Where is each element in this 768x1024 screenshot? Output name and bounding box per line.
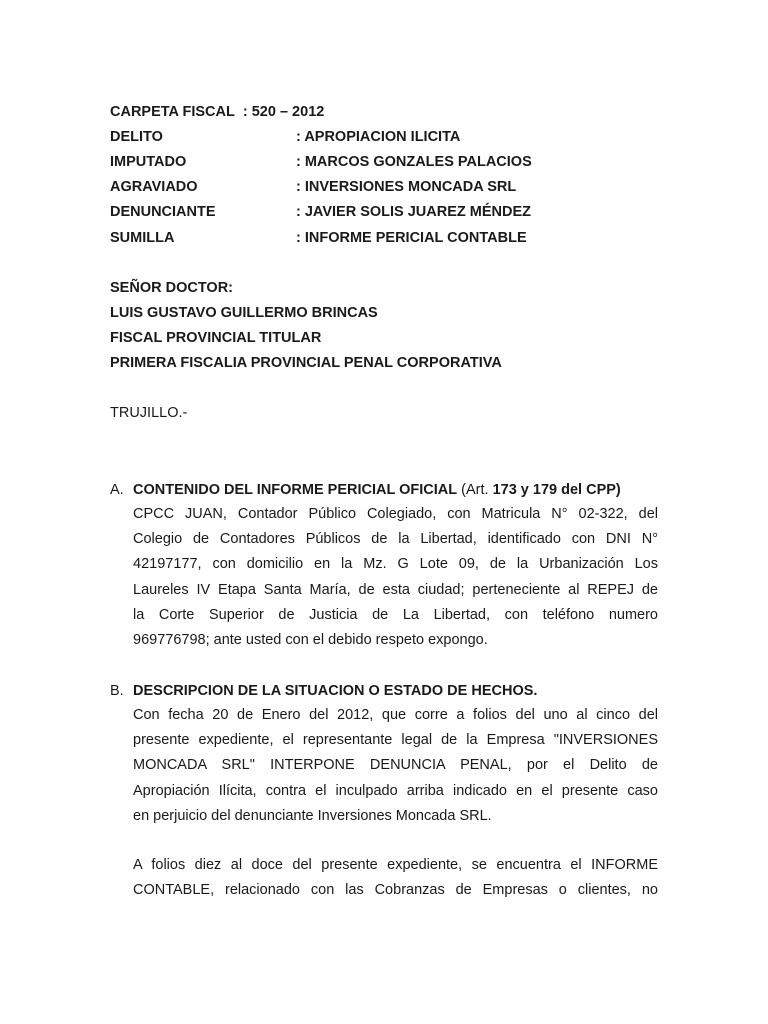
- addressee-name: LUIS GUSTAVO GUILLERMO BRINCAS: [110, 305, 378, 321]
- paragraph-line: 42197177, con domicilio en la Mz. G Lote 09, de la Urbanización Los: [133, 556, 658, 573]
- header-row-sumilla: [110, 229, 527, 247]
- section-b-paragraph-2: [133, 853, 658, 903]
- paragraph-line: Colegio de Contadores Públicos de la Libertad, identificado con DNI N°: [133, 531, 658, 548]
- paragraph-line: en perjuicio del denunciante Inversiones Moncada SRL.: [133, 807, 492, 824]
- paragraph-line: CONTABLE, relacionado con las Cobranzas de Empresas o clientes, no: [133, 882, 658, 899]
- section-letter: A.: [110, 482, 124, 498]
- header-value: : MARCOS GONZALES PALACIOS: [296, 154, 532, 170]
- section-a-paragraph: [133, 502, 658, 653]
- section-b-heading: [110, 682, 537, 700]
- header-label: DENUNCIANTE: [110, 204, 216, 220]
- paragraph-line: Laureles IV Etapa Santa María, de esta ciudad; perteneciente al REPEJ de: [133, 581, 658, 598]
- addressee-title: FISCAL PROVINCIAL TITULAR: [110, 330, 322, 346]
- header-value: : INVERSIONES MONCADA SRL: [296, 179, 517, 195]
- section-letter: B.: [110, 683, 124, 699]
- paragraph-line: 969776798; ante usted con el debido respeto expongo.: [133, 631, 488, 648]
- header-value: : APROPIACION ILICITA: [296, 129, 461, 145]
- header-label: IMPUTADO: [110, 154, 187, 170]
- paragraph-line: Apropiación Ilícita, contra el inculpado arriba indicado en el presente caso: [133, 782, 658, 799]
- header-label: AGRAVIADO: [110, 179, 198, 195]
- section-title: DESCRIPCION DE LA SITUACION O ESTADO DE HECHOS.: [133, 683, 538, 699]
- header-row-agraviado: [110, 178, 516, 196]
- section-a-heading: [110, 481, 621, 499]
- header-value: : INFORME PERICIAL CONTABLE: [296, 230, 527, 246]
- article-ref: 173 y 179 del CPP): [492, 482, 621, 498]
- header-row-delito: [110, 128, 460, 146]
- addressee-office: PRIMERA FISCALIA PROVINCIAL PENAL CORPORATIVA: [110, 355, 502, 371]
- paragraph-line: Con fecha 20 de Enero del 2012, que corre a folios del uno al cinco del: [133, 707, 658, 723]
- city-line: TRUJILLO.-: [110, 405, 188, 421]
- addressee-salutation: SEÑOR DOCTOR:: [110, 280, 233, 296]
- header-row-denunciante: [110, 203, 531, 221]
- paragraph-line: MONCADA SRL" INTERPONE DENUNCIA PENAL, por el Delito de: [133, 757, 658, 774]
- paragraph-line: la Corte Superior de Justicia de La Libertad, con teléfono numero: [133, 606, 658, 623]
- article-ref-prefix: (Art.: [457, 482, 493, 498]
- paragraph-line: A folios diez al doce del presente expediente, se encuentra el INFORME: [133, 857, 658, 873]
- section-b-paragraph-1: [133, 703, 658, 829]
- case-file-value: : 520 – 2012: [242, 104, 325, 120]
- case-file-label: CARPETA FISCAL: [110, 104, 235, 120]
- header-row-imputado: [110, 153, 532, 171]
- header-label: DELITO: [110, 129, 163, 145]
- case-file-row: [110, 103, 324, 121]
- header-value: : JAVIER SOLIS JUAREZ MÉNDEZ: [296, 204, 531, 220]
- section-title: CONTENIDO DEL INFORME PERICIAL OFICIAL: [133, 482, 458, 498]
- paragraph-line: presente expediente, el representante legal de la Empresa "INVERSIONES: [133, 732, 658, 749]
- header-label: SUMILLA: [110, 230, 175, 246]
- paragraph-line: CPCC JUAN, Contador Público Colegiado, con Matricula N° 02-322, del: [133, 506, 658, 522]
